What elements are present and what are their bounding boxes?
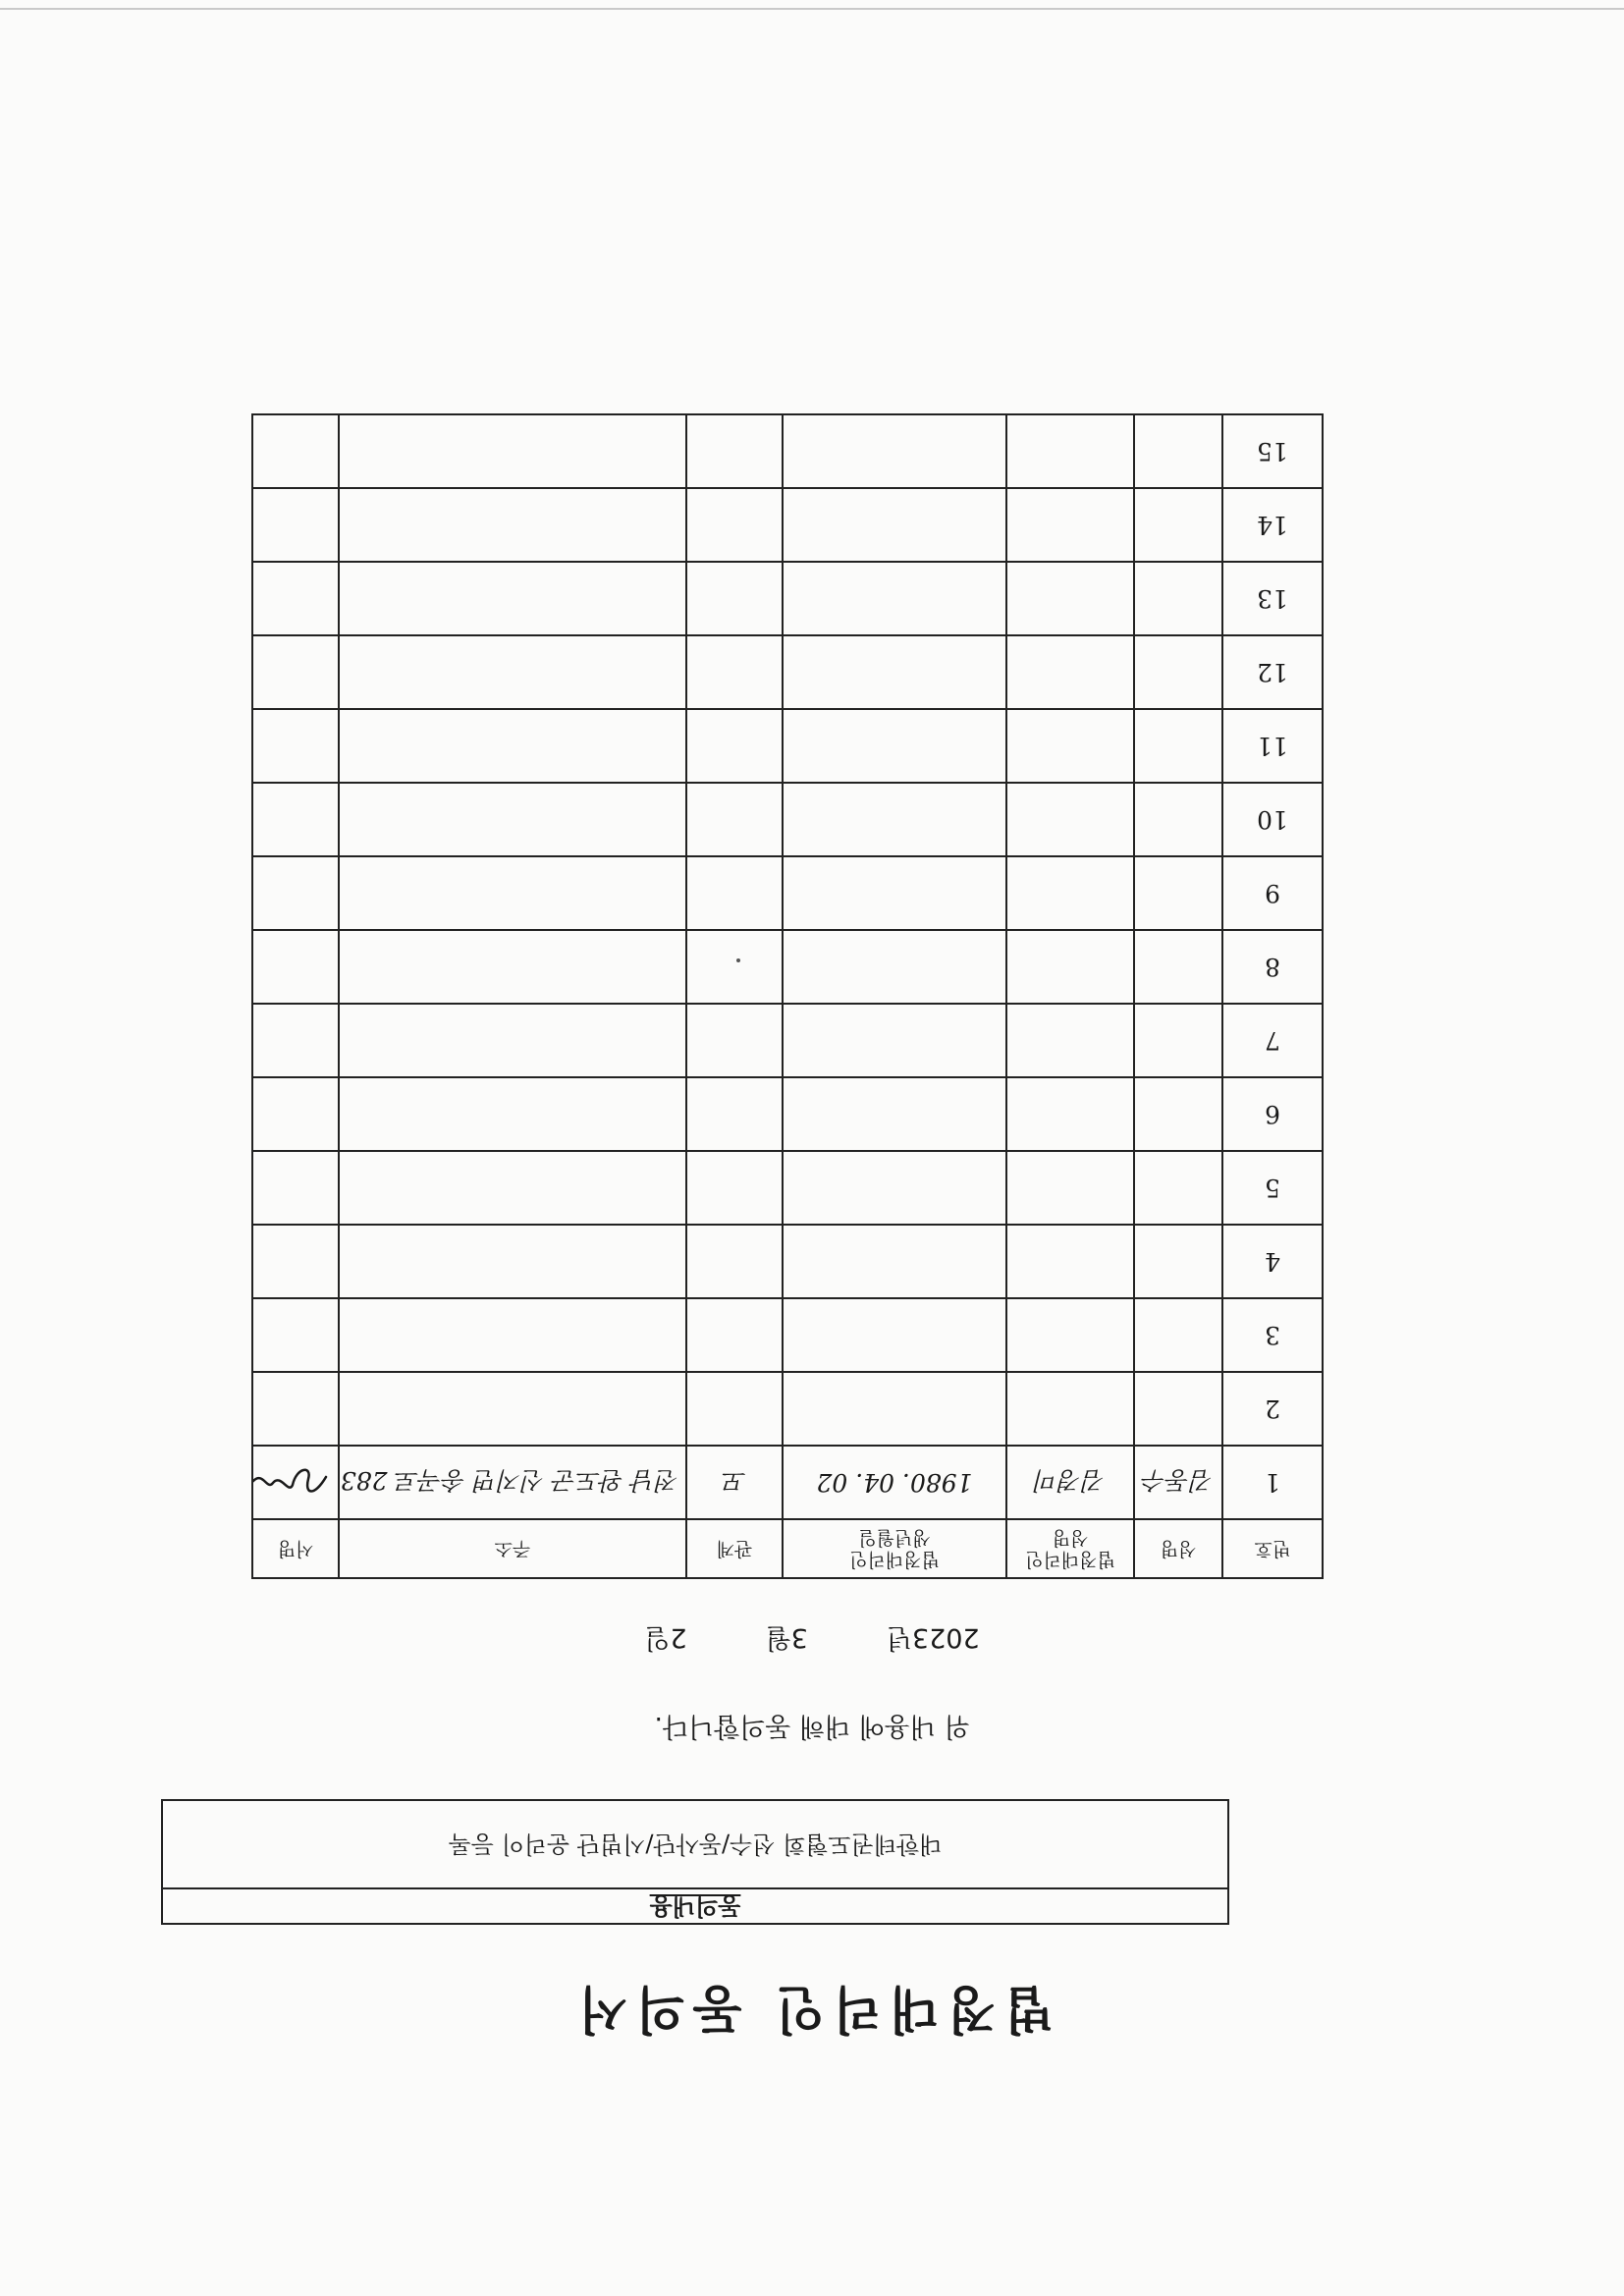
- cell-guardian-birth: [783, 1225, 1006, 1298]
- table-row: [252, 1225, 1323, 1298]
- cell-number: 6: [1222, 1077, 1323, 1151]
- scan-speck: [736, 958, 740, 962]
- date-year: 2023년: [886, 1622, 980, 1653]
- cell-guardian-name: [1006, 856, 1134, 930]
- cell-relation: [686, 1372, 783, 1446]
- cell-relation: [686, 783, 783, 856]
- table-row: [252, 783, 1323, 856]
- date-month: 3월: [765, 1622, 808, 1653]
- cell-address: [339, 562, 686, 635]
- cell-number: 14: [1222, 488, 1323, 562]
- table-row: [252, 562, 1323, 635]
- table-row: [252, 856, 1323, 930]
- table-row: [252, 635, 1323, 709]
- cell-guardian-name: [1006, 783, 1134, 856]
- cell-signature: [252, 930, 339, 1004]
- cell-guardian-birth: [783, 1151, 1006, 1225]
- cell-signature: [252, 488, 339, 562]
- cell-name: [1134, 635, 1222, 709]
- cell-guardian-birth: [783, 488, 1006, 562]
- cell-number: 2: [1222, 1372, 1323, 1446]
- cell-signature: [252, 562, 339, 635]
- cell-signature: [252, 1298, 339, 1372]
- table-row: [252, 930, 1323, 1004]
- cell-guardian-name: [1006, 562, 1134, 635]
- cell-relation: [686, 488, 783, 562]
- cell-guardian-birth: [783, 930, 1006, 1004]
- cell-address: [339, 635, 686, 709]
- cell-guardian-birth: [783, 783, 1006, 856]
- cell-guardian-name: [1006, 1372, 1134, 1446]
- table-header-row: [252, 1519, 1323, 1578]
- cell-address: [339, 1372, 686, 1446]
- cell-guardian-name: [1006, 1004, 1134, 1077]
- cell-name: [1134, 1225, 1222, 1298]
- cell-guardian-name: [1006, 635, 1134, 709]
- cell-number: 12: [1222, 635, 1323, 709]
- cell-relation: [686, 1225, 783, 1298]
- cell-relation: [686, 1077, 783, 1151]
- cell-address: [339, 488, 686, 562]
- cell-number: 1: [1222, 1446, 1323, 1519]
- cell-address: [339, 1298, 686, 1372]
- cell-name: [1134, 709, 1222, 783]
- agreement-statement: 위 내용에 대해 동의합니다.: [654, 1711, 970, 1741]
- consent-heading: 동의내용: [163, 1887, 1227, 1923]
- cell-guardian-birth: [783, 1077, 1006, 1151]
- cell-signature: [252, 1372, 339, 1446]
- header-address: 주소: [339, 1519, 686, 1578]
- cell-signature: [252, 783, 339, 856]
- cell-number: 13: [1222, 562, 1323, 635]
- cell-relation: [686, 562, 783, 635]
- table-row: [252, 709, 1323, 783]
- cell-name: [1134, 783, 1222, 856]
- table-row: [252, 1077, 1323, 1151]
- cell-guardian-name: [1006, 1151, 1134, 1225]
- cell-number: 15: [1222, 414, 1323, 488]
- document-date: [0, 1621, 1624, 1660]
- cell-address: [339, 709, 686, 783]
- cell-guardian-birth: [783, 414, 1006, 488]
- cell-signature: [252, 1446, 339, 1519]
- cell-name: [1134, 488, 1222, 562]
- cell-signature: [252, 1077, 339, 1151]
- cell-guardian-birth: [783, 1372, 1006, 1446]
- guardian-table: [251, 413, 1324, 1579]
- cell-number: 7: [1222, 1004, 1323, 1077]
- cell-address: [339, 1077, 686, 1151]
- cell-number: 4: [1222, 1225, 1323, 1298]
- cell-name: [1134, 414, 1222, 488]
- cell-name: [1134, 1077, 1222, 1151]
- consent-content: 대한테권도협회 선수/동사단/시범단 운리이 등록: [448, 1831, 943, 1858]
- cell-guardian-birth: [783, 1298, 1006, 1372]
- cell-guardian-birth: [783, 709, 1006, 783]
- cell-guardian-name: [1006, 1298, 1134, 1372]
- cell-number: 10: [1222, 783, 1323, 856]
- cell-guardian-name: [1006, 1225, 1134, 1298]
- cell-address: [339, 1151, 686, 1225]
- cell-relation: [686, 414, 783, 488]
- cell-guardian-name: [1006, 930, 1134, 1004]
- cell-guardian-name: [1006, 709, 1134, 783]
- table-row: [252, 414, 1323, 488]
- cell-name: [1134, 1298, 1222, 1372]
- cell-number: 11: [1222, 709, 1323, 783]
- document-title: 법정대리인 동의서: [570, 1979, 1054, 2038]
- cell-guardian-name: [1006, 414, 1134, 488]
- cell-signature: [252, 414, 339, 488]
- cell-guardian-birth: [783, 562, 1006, 635]
- cell-relation: [686, 1151, 783, 1225]
- cell-address: [339, 856, 686, 930]
- cell-signature: [252, 856, 339, 930]
- cell-guardian-birth: [783, 1004, 1006, 1077]
- cell-relation: [686, 1004, 783, 1077]
- cell-signature: [252, 1225, 339, 1298]
- cell-name: [1134, 856, 1222, 930]
- cell-signature: [252, 1004, 339, 1077]
- table-row: [252, 1372, 1323, 1446]
- cell-relation: [686, 930, 783, 1004]
- cell-name: [1134, 1151, 1222, 1225]
- cell-number: 8: [1222, 930, 1323, 1004]
- table-row: [252, 1446, 1323, 1519]
- header-relation: 관계: [686, 1519, 783, 1578]
- cell-name: [1134, 930, 1222, 1004]
- cell-relation: [686, 1298, 783, 1372]
- cell-number: 5: [1222, 1151, 1323, 1225]
- date-day: 2일: [644, 1622, 687, 1653]
- cell-address: [339, 930, 686, 1004]
- cell-number: 3: [1222, 1298, 1323, 1372]
- cell-guardian-name: 김경미: [1006, 1446, 1134, 1519]
- cell-relation: [686, 856, 783, 930]
- cell-address: 전남 완도군 신지면 송곡로 283: [339, 1446, 686, 1519]
- cell-relation: 모: [686, 1446, 783, 1519]
- cell-signature: [252, 1151, 339, 1225]
- cell-address: [339, 414, 686, 488]
- header-number: 번호: [1222, 1519, 1323, 1578]
- cell-name: 김동수: [1134, 1446, 1222, 1519]
- consent-box: [161, 1799, 1229, 1925]
- cell-guardian-name: [1006, 488, 1134, 562]
- signature-mark: [252, 1458, 332, 1507]
- cell-guardian-birth: 1980. 04. 02: [783, 1446, 1006, 1519]
- table-row: [252, 1151, 1323, 1225]
- table-row: [252, 1298, 1323, 1372]
- header-guardian-birth: 법정대리인 생년월일: [783, 1519, 1006, 1578]
- cell-name: [1134, 1372, 1222, 1446]
- header-name: 성명: [1134, 1519, 1222, 1578]
- header-guardian-name: 법정대리인 성명: [1006, 1519, 1134, 1578]
- header-signature: 서명: [252, 1519, 339, 1578]
- table-row: [252, 488, 1323, 562]
- cell-address: [339, 1004, 686, 1077]
- cell-number: 9: [1222, 856, 1323, 930]
- cell-name: [1134, 1004, 1222, 1077]
- cell-address: [339, 783, 686, 856]
- cell-guardian-birth: [783, 856, 1006, 930]
- cell-signature: [252, 635, 339, 709]
- table-row: [252, 1004, 1323, 1077]
- cell-signature: [252, 709, 339, 783]
- cell-guardian-name: [1006, 1077, 1134, 1151]
- cell-guardian-birth: [783, 635, 1006, 709]
- table-body: [252, 414, 1323, 1519]
- cell-name: [1134, 562, 1222, 635]
- cell-relation: [686, 635, 783, 709]
- cell-address: [339, 1225, 686, 1298]
- cell-relation: [686, 709, 783, 783]
